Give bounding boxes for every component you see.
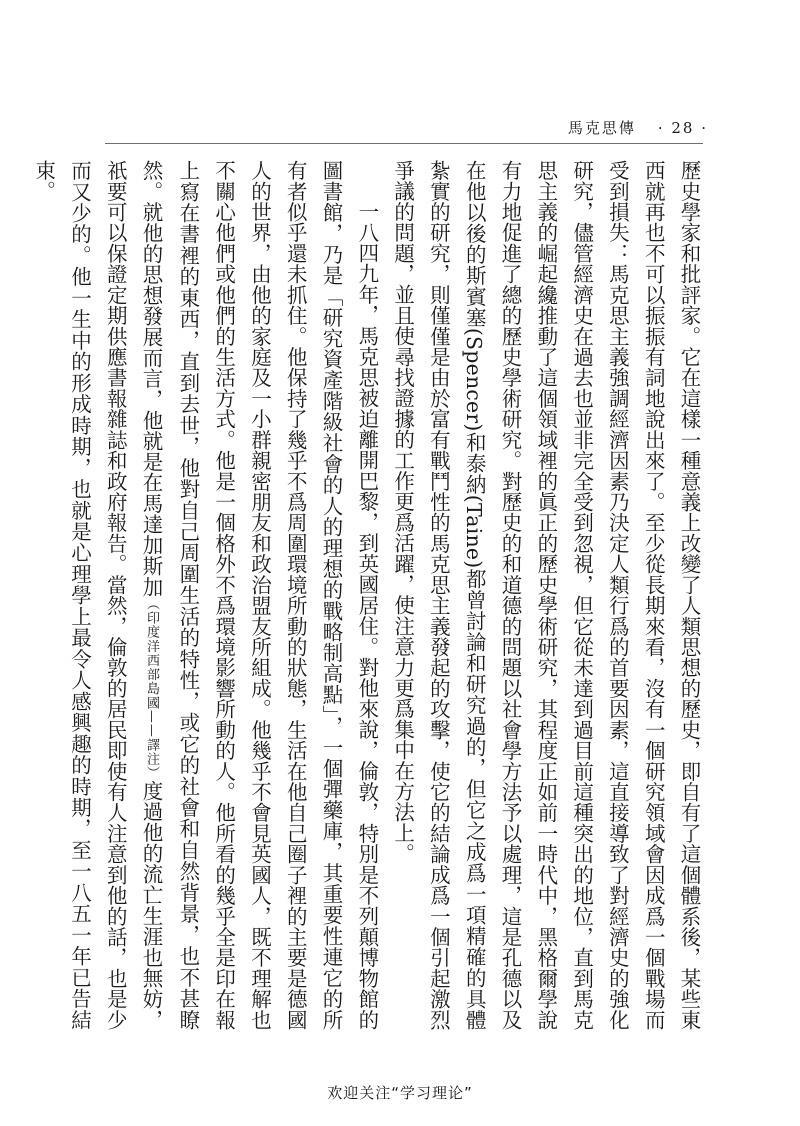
footer-watermark: 欢迎关注“学习理论” [327, 1084, 473, 1102]
book-title: 馬克思傳 [567, 119, 636, 137]
translator-note: （印度洋西部島國——譯注） [144, 597, 160, 781]
running-head [568, 117, 708, 138]
header-rule [105, 143, 703, 144]
paragraph-2 [25, 160, 384, 1030]
paragraph-1: 歷史學家和批評家。它在這樣一種意義上改變了人類思想的歷史，即自有了這個體系後，某些東西就再也不可以振振有詞地說出來了。至少從長期來看，沒有一個研究領域會因成爲一個戰場而受到損失：馬克思主義強調經濟因素乃決定人類行爲的首要因素，這直接導致了對經濟史的強化研究，儘管經濟史在過去也並非完全受到忽視，但它從未達到過目前這種突出的地位，直到馬克思主義的崛起纔推動了這個領域裡的眞正的歷史學術研究，其程度正如前一時代中，黑格爾學說有力地促進了總的歷史學術研究。對歷史的和道德的問題以社會學方法予以處理，這是孔德以及在他以後的斯賓塞(Spencer)和泰納(Taine)都曾討論和研究過的，但它之成爲一項精確的具體紮實的研究，則僅僅是由於富有戰鬥性的馬克思主義發起的攻擊，使它的結論成爲一個引起激烈爭議的問題，並且使尋找證據的工作更爲活躍，使注意力更爲集中在方法上。 [390, 160, 701, 1030]
page-number: · 28 · [657, 119, 708, 137]
paragraph-2-text-b: 度過他的流亡生涯也無妨，祇要可以保證定期供應書報雜誌和政府報告。當然，倫敦的居民即使有人注意到他的話，也是少而又少的。他一生中的形成時期，也就是心理學上最令人感興趣的時期，至一八五一年已告結束。 [31, 160, 164, 1031]
paragraph-2-text-a: 一八四九年，馬克思被迫離開巴黎，到英國居住。對他來說，倫敦，特別是不列顛博物館的圖書館，乃是「研究資產階級社會的人的理想的戰略制高點」，一個彈藥庫，其重要性連它的所有者似乎還未抓住。他保持了幾乎不爲周圍環境所動的狀態，生活在他自己圈子裡的主要是德國人的世界，由他的家庭及一小群親密朋友和政治盟友所組成。他幾乎不會見英國人，既不理解也不關心他們或他們的生活方式。他是一個格外不爲環境影響所動的人。他所看的幾乎全是印在報上寫在書裡的東西，直到去世，他對自己周圍生活的特性，或它的社會和自然背景，也不甚瞭然。就他的思想發展而言，他就是在馬達加斯加 [139, 160, 379, 1030]
body-text [31, 160, 706, 1031]
